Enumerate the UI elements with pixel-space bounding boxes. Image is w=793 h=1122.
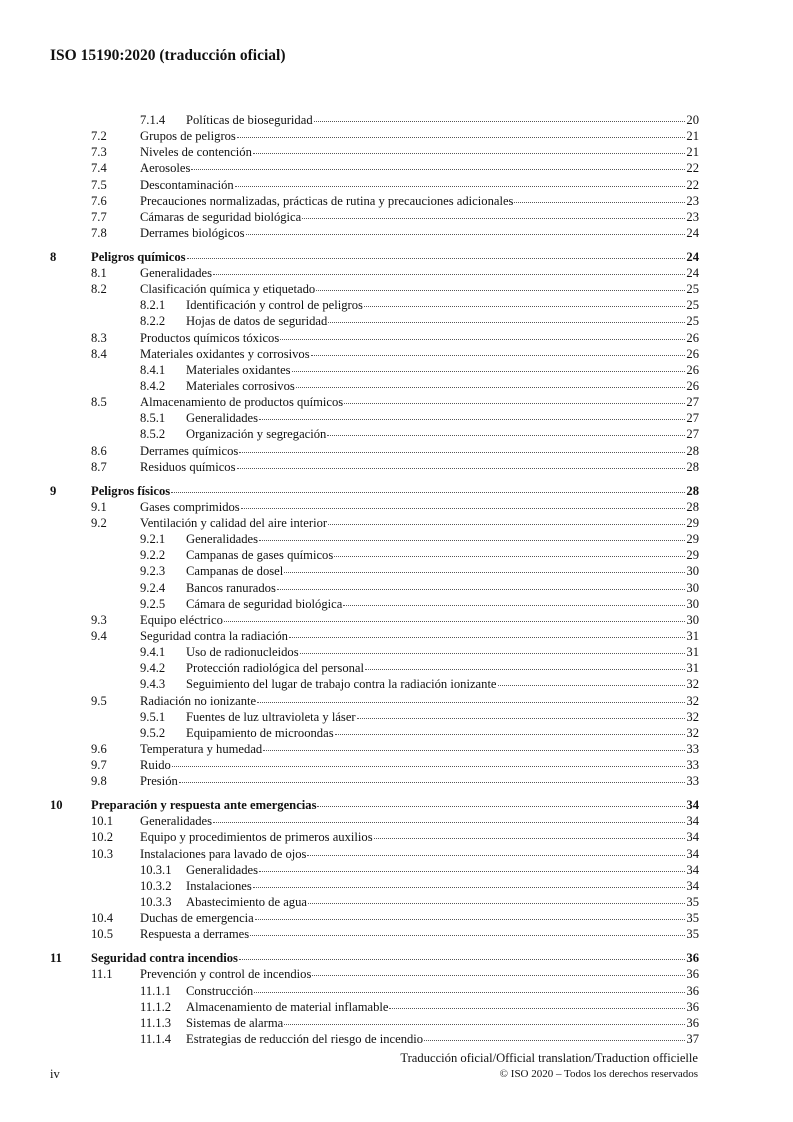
toc-entry-number: 7.1.4 — [140, 113, 166, 127]
toc-entry-title: Materiales oxidantes — [186, 362, 291, 377]
toc-entry-title: Materiales oxidantes y corrosivos — [140, 346, 310, 361]
toc-entry-number: 10.1 — [91, 814, 114, 829]
toc-leader-dots — [424, 1040, 685, 1041]
toc-entry[interactable] — [50, 313, 699, 329]
toc-entry-page: 28 — [686, 499, 699, 514]
table-of-contents — [50, 112, 699, 1047]
toc-leader-dots — [316, 290, 685, 291]
toc-entry-title: Almacenamiento de material inflamable — [186, 999, 389, 1014]
toc-entry[interactable] — [50, 950, 699, 966]
toc-entry[interactable] — [50, 797, 699, 813]
toc-entry-page: 34 — [686, 878, 699, 893]
toc-entry-page: 27 — [686, 427, 699, 442]
toc-entry-title: Precauciones normalizadas, prácticas de rutina y precauciones adicionales — [140, 193, 514, 208]
toc-entry-title: Clasificación química y etiquetado — [140, 282, 316, 297]
toc-entry[interactable] — [50, 612, 699, 628]
toc-leader-dots — [364, 306, 685, 307]
toc-leader-dots — [302, 218, 685, 219]
toc-entry-page: 25 — [686, 282, 699, 297]
toc-entry-number: 7.7 — [91, 209, 107, 224]
toc-entry-number: 7.6 — [91, 193, 107, 208]
toc-entry-page: 33 — [686, 741, 699, 756]
toc-entry-number: 8.2.1 — [140, 298, 166, 313]
toc-entry-page: 30 — [686, 580, 699, 595]
toc-leader-dots — [246, 234, 686, 235]
toc-entry[interactable] — [50, 346, 699, 362]
toc-entry[interactable] — [50, 709, 699, 725]
toc-entry-page: 31 — [686, 661, 699, 676]
toc-leader-dots — [307, 855, 685, 856]
toc-entry-page: 32 — [686, 725, 699, 740]
toc-entry[interactable] — [50, 966, 699, 982]
toc-entry[interactable] — [50, 773, 699, 789]
toc-entry[interactable] — [50, 443, 699, 459]
toc-entry-number: 10.3.2 — [140, 878, 172, 893]
toc-entry-page: 22 — [686, 161, 699, 176]
toc-entry[interactable] — [50, 281, 699, 297]
toc-entry-number: 8.4.1 — [140, 362, 166, 377]
toc-entry-number: 8.3 — [91, 330, 107, 345]
toc-entry-title: Presión — [140, 774, 178, 789]
toc-leader-dots — [241, 508, 686, 509]
toc-entry-title: Generalidades — [140, 814, 213, 829]
toc-leader-dots — [259, 419, 685, 420]
toc-entry-title: Seguridad contra la radiación — [140, 628, 288, 643]
toc-entry-page: 30 — [686, 612, 699, 627]
toc-entry-number: 8.4 — [91, 346, 107, 361]
toc-entry-number: 9.5.1 — [140, 709, 166, 724]
toc-leader-dots — [263, 750, 685, 751]
toc-leader-dots — [317, 806, 685, 807]
toc-leader-dots — [179, 782, 686, 783]
toc-entry-title: Cámara de seguridad biológica — [186, 596, 343, 611]
toc-leader-dots — [300, 653, 686, 654]
toc-leader-dots — [253, 887, 686, 888]
toc-entry-page: 24 — [686, 266, 699, 281]
toc-leader-dots — [187, 258, 686, 259]
toc-entry-page: 23 — [686, 193, 699, 208]
toc-entry-number: 11.1.1 — [140, 983, 172, 998]
toc-entry-number: 9.4.2 — [140, 661, 166, 676]
toc-entry-number: 9.2.2 — [140, 548, 166, 563]
toc-entry-number: 10.4 — [91, 911, 114, 926]
toc-entry[interactable] — [50, 394, 699, 410]
toc-leader-dots — [365, 669, 685, 670]
toc-entry-number: 10.3 — [91, 846, 114, 861]
toc-entry-page: 31 — [686, 628, 699, 643]
toc-entry-page: 35 — [686, 911, 699, 926]
toc-entry-page: 29 — [686, 548, 699, 563]
toc-leader-dots — [239, 452, 685, 453]
toc-entry-page: 36 — [686, 983, 699, 998]
toc-entry-number: 11.1.2 — [140, 999, 172, 1014]
toc-entry[interactable] — [50, 378, 699, 394]
toc-entry-page: 28 — [686, 483, 699, 498]
toc-entry-page: 36 — [686, 951, 699, 966]
toc-entry-title: Descontaminación — [140, 177, 234, 192]
toc-entry-title: Protección radiológica del personal — [186, 661, 364, 676]
page-number: iv — [50, 1067, 60, 1081]
footer-copyright: © ISO 2020 – Todos los derechos reservados — [499, 1068, 698, 1080]
toc-entry-title: Instalaciones para lavado de ojos — [140, 846, 307, 861]
toc-entry-title: Identificación y control de peligros — [186, 298, 363, 313]
toc-entry-title: Instalaciones — [186, 878, 252, 893]
toc-entry[interactable] — [50, 426, 699, 442]
toc-entry-title: Prevención y control de incendios — [140, 967, 312, 982]
toc-entry-page: 20 — [686, 113, 699, 127]
toc-leader-dots — [172, 766, 686, 767]
toc-leader-dots — [250, 935, 685, 936]
toc-entry-number: 11 — [50, 951, 62, 966]
toc-entry-page: 37 — [686, 1031, 699, 1046]
toc-entry-number: 10.3.1 — [140, 862, 172, 877]
toc-entry[interactable] — [50, 249, 699, 265]
toc-entry-number: 9.1 — [91, 499, 107, 514]
toc-leader-dots — [328, 322, 685, 323]
toc-entry[interactable] — [50, 983, 699, 999]
toc-entry-page: 21 — [686, 129, 699, 144]
toc-entry-page: 29 — [686, 515, 699, 530]
toc-entry-page: 27 — [686, 411, 699, 426]
toc-leader-dots — [239, 959, 685, 960]
toc-entry[interactable] — [50, 725, 699, 741]
toc-leader-dots — [374, 838, 686, 839]
toc-entry-title: Construcción — [186, 983, 254, 998]
toc-entry-number: 9.2.1 — [140, 532, 166, 547]
toc-entry[interactable] — [50, 1015, 699, 1031]
toc-entry-number: 10.2 — [91, 830, 114, 845]
toc-entry-page: 32 — [686, 677, 699, 692]
toc-entry-title: Políticas de bioseguridad — [186, 113, 313, 127]
toc-entry[interactable] — [50, 894, 699, 910]
toc-entry-number: 8.5.1 — [140, 411, 166, 426]
toc-leader-dots — [253, 153, 686, 154]
toc-entry-number: 8.4.2 — [140, 379, 166, 394]
toc-entry-title: Duchas de emergencia — [140, 911, 254, 926]
toc-entry-page: 35 — [686, 895, 699, 909]
toc-entry-page: 26 — [686, 379, 699, 394]
toc-entry-page: 23 — [686, 209, 699, 224]
toc-entry-page: 25 — [686, 298, 699, 313]
toc-entry-number: 8.7 — [91, 459, 107, 474]
toc-entry-number: 7.4 — [91, 161, 107, 176]
toc-entry-number: 8.1 — [91, 266, 107, 281]
toc-entry-title: Equipamiento de microondas — [186, 725, 334, 740]
toc-entry-title: Estrategias de reducción del riesgo de incendio — [186, 1031, 424, 1046]
toc-entry-page: 34 — [686, 798, 699, 813]
toc-leader-dots — [328, 524, 685, 525]
toc-entry-title: Generalidades — [140, 266, 213, 281]
toc-entry-page: 33 — [686, 758, 699, 773]
toc-entry-page: 30 — [686, 596, 699, 611]
toc-entry-number: 11.1 — [91, 967, 113, 982]
toc-entry-number: 8.5.2 — [140, 427, 166, 442]
toc-entry-title: Abastecimiento de agua — [186, 895, 307, 909]
toc-entry-page: 22 — [686, 177, 699, 192]
toc-entry-title: Productos químicos tóxicos — [140, 330, 280, 345]
toc-entry-number: 9.3 — [91, 612, 107, 627]
toc-leader-dots — [344, 403, 685, 404]
toc-entry[interactable] — [50, 741, 699, 757]
toc-leader-dots — [389, 1008, 685, 1009]
toc-leader-dots — [284, 572, 685, 573]
toc-entry-number: 9.5 — [91, 693, 107, 708]
toc-entry[interactable] — [50, 580, 699, 596]
toc-leader-dots — [498, 685, 686, 686]
toc-leader-dots — [254, 992, 685, 993]
toc-entry-page: 35 — [686, 927, 699, 942]
toc-entry[interactable] — [50, 193, 699, 209]
toc-leader-dots — [237, 468, 686, 469]
toc-entry-number: 9.4.1 — [140, 645, 166, 660]
toc-entry-page: 26 — [686, 330, 699, 345]
toc-entry[interactable] — [50, 693, 699, 709]
toc-entry[interactable] — [50, 596, 699, 612]
toc-entry-title: Peligros físicos — [91, 483, 171, 498]
toc-entry-page: 26 — [686, 346, 699, 361]
toc-entry-page: 28 — [686, 443, 699, 458]
toc-entry-number: 9.4.3 — [140, 677, 166, 692]
toc-entry[interactable] — [50, 483, 699, 499]
toc-entry[interactable] — [50, 563, 699, 579]
toc-entry-title: Derrames químicos — [140, 443, 239, 458]
toc-entry[interactable] — [50, 330, 699, 346]
toc-entry-title: Derrames biológicos — [140, 225, 245, 240]
toc-leader-dots — [171, 492, 685, 493]
toc-leader-dots — [237, 137, 686, 138]
toc-entry[interactable] — [50, 628, 699, 644]
toc-leader-dots — [277, 589, 686, 590]
toc-entry-page: 36 — [686, 967, 699, 982]
toc-entry-page: 29 — [686, 532, 699, 547]
toc-entry-page: 30 — [686, 564, 699, 579]
toc-entry-number: 8.2.2 — [140, 314, 166, 329]
toc-entry-title: Almacenamiento de productos químicos — [140, 395, 344, 410]
toc-entry[interactable] — [50, 757, 699, 773]
toc-entry-title: Uso de radionucleidos — [186, 645, 299, 660]
toc-entry[interactable] — [50, 846, 699, 862]
toc-entry[interactable] — [50, 410, 699, 426]
toc-leader-dots — [284, 1024, 685, 1025]
toc-leader-dots — [213, 274, 685, 275]
toc-entry-number: 8.2 — [91, 282, 107, 297]
toc-entry-title: Grupos de peligros — [140, 129, 236, 144]
toc-leader-dots — [514, 202, 685, 203]
toc-entry-page: 28 — [686, 459, 699, 474]
toc-entry-title: Sistemas de alarma — [186, 1015, 284, 1030]
toc-entry-title: Materiales corrosivos — [186, 379, 295, 394]
toc-entry-title: Ventilación y calidad del aire interior — [140, 515, 328, 530]
toc-entry-title: Generalidades — [186, 862, 259, 877]
toc-entry-number: 9.2.4 — [140, 580, 166, 595]
toc-entry[interactable] — [50, 813, 699, 829]
toc-entry-number: 7.5 — [91, 177, 107, 192]
toc-entry[interactable] — [50, 297, 699, 313]
toc-entry-title: Radiación no ionizante — [140, 693, 257, 708]
toc-entry[interactable] — [50, 531, 699, 547]
toc-entry-title: Niveles de contención — [140, 145, 252, 160]
toc-entry-title: Generalidades — [186, 411, 259, 426]
toc-leader-dots — [296, 387, 686, 388]
toc-entry-number: 8.5 — [91, 395, 107, 410]
toc-leader-dots — [191, 169, 685, 170]
toc-entry-number: 7.2 — [91, 129, 107, 144]
toc-entry-page: 34 — [686, 846, 699, 861]
toc-entry[interactable] — [50, 160, 699, 176]
toc-entry[interactable] — [50, 515, 699, 531]
toc-leader-dots — [357, 718, 686, 719]
toc-entry-page: 34 — [686, 862, 699, 877]
toc-entry-title: Respuesta a derrames — [140, 927, 250, 942]
toc-leader-dots — [257, 702, 685, 703]
toc-leader-dots — [335, 734, 686, 735]
toc-entry[interactable] — [50, 144, 699, 160]
footer-translation-note: Traducción oficial/Official translation/Traduction officielle — [400, 1051, 698, 1065]
toc-entry-number: 9.8 — [91, 774, 107, 789]
toc-entry-title: Residuos químicos — [140, 459, 236, 474]
toc-entry-title: Cámaras de seguridad biológica — [140, 209, 302, 224]
toc-entry-title: Gases comprimidos — [140, 499, 240, 514]
toc-entry-title: Campanas de dosel — [186, 564, 284, 579]
toc-entry-page: 21 — [686, 145, 699, 160]
toc-entry-page: 24 — [686, 249, 699, 264]
toc-entry[interactable] — [50, 1031, 699, 1047]
toc-entry-title: Aerosoles — [140, 161, 191, 176]
toc-entry-page: 32 — [686, 693, 699, 708]
toc-entry-number: 9.2.5 — [140, 596, 166, 611]
toc-entry[interactable] — [50, 660, 699, 676]
toc-entry-title: Campanas de gases químicos — [186, 548, 334, 563]
toc-entry-title: Bancos ranurados — [186, 580, 276, 595]
toc-leader-dots — [292, 371, 686, 372]
toc-entry[interactable] — [50, 112, 699, 128]
toc-entry[interactable] — [50, 362, 699, 378]
toc-leader-dots — [327, 435, 685, 436]
toc-entry-title: Generalidades — [186, 532, 259, 547]
toc-entry[interactable] — [50, 128, 699, 144]
toc-entry-number: 10.3.3 — [140, 895, 172, 909]
toc-entry[interactable] — [50, 177, 699, 193]
toc-entry-page: 32 — [686, 709, 699, 724]
toc-entry-number: 11.1.3 — [140, 1015, 172, 1030]
toc-entry-page: 33 — [686, 774, 699, 789]
toc-leader-dots — [343, 605, 685, 606]
toc-entry-title: Equipo y procedimientos de primeros auxilios — [140, 830, 373, 845]
toc-entry[interactable] — [50, 910, 699, 926]
toc-entry[interactable] — [50, 225, 699, 241]
toc-entry-number: 9.6 — [91, 741, 107, 756]
toc-entry[interactable] — [50, 829, 699, 845]
toc-entry[interactable] — [50, 644, 699, 660]
toc-entry-title: Seguimiento del lugar de trabajo contra la radiación ionizante — [186, 677, 497, 692]
toc-entry[interactable] — [50, 265, 699, 281]
toc-entry[interactable] — [50, 459, 699, 475]
toc-entry[interactable] — [50, 209, 699, 225]
toc-leader-dots — [312, 975, 685, 976]
toc-leader-dots — [334, 556, 685, 557]
toc-entry[interactable] — [50, 878, 699, 894]
toc-entry-number: 7.8 — [91, 225, 107, 240]
toc-leader-dots — [224, 621, 686, 622]
toc-leader-dots — [259, 540, 685, 541]
toc-leader-dots — [314, 121, 686, 122]
toc-entry-title: Hojas de datos de seguridad — [186, 314, 328, 329]
toc-leader-dots — [255, 919, 686, 920]
toc-entry-page: 25 — [686, 314, 699, 329]
toc-leader-dots — [235, 186, 686, 187]
toc-entry-number: 9.7 — [91, 758, 107, 773]
toc-entry-page: 26 — [686, 362, 699, 377]
toc-entry-page: 36 — [686, 1015, 699, 1030]
toc-entry[interactable] — [50, 862, 699, 878]
toc-leader-dots — [311, 355, 686, 356]
toc-entry-number: 11.1.4 — [140, 1031, 172, 1046]
toc-entry[interactable] — [50, 547, 699, 563]
toc-leader-dots — [259, 871, 685, 872]
toc-entry-number: 10 — [50, 798, 63, 813]
document-header: ISO 15190:2020 (traducción oficial) — [50, 47, 286, 64]
toc-entry[interactable] — [50, 499, 699, 515]
toc-entry-page: 36 — [686, 999, 699, 1014]
toc-entry-title: Organización y segregación — [186, 427, 327, 442]
toc-entry-page: 31 — [686, 645, 699, 660]
toc-entry[interactable] — [50, 999, 699, 1015]
toc-entry-page: 34 — [686, 830, 699, 845]
toc-entry-page: 27 — [686, 395, 699, 410]
toc-entry-page: 24 — [686, 225, 699, 240]
toc-entry-number: 8.6 — [91, 443, 107, 458]
toc-entry-number: 9.5.2 — [140, 725, 166, 740]
toc-entry-number: 8 — [50, 249, 57, 264]
toc-entry[interactable] — [50, 676, 699, 692]
toc-leader-dots — [289, 637, 685, 638]
toc-leader-dots — [280, 339, 685, 340]
toc-entry-title: Fuentes de luz ultravioleta y láser — [186, 709, 356, 724]
toc-leader-dots — [213, 822, 685, 823]
toc-entry-number: 9.2.3 — [140, 564, 166, 579]
toc-entry-number: 7.3 — [91, 145, 107, 160]
toc-entry-title: Equipo eléctrico — [140, 612, 223, 627]
toc-entry-page: 34 — [686, 814, 699, 829]
toc-entry-title: Peligros químicos — [91, 249, 186, 264]
toc-entry-title: Preparación y respuesta ante emergencias — [91, 798, 317, 813]
toc-entry[interactable] — [50, 926, 699, 942]
toc-leader-dots — [308, 903, 685, 904]
toc-entry-title: Temperatura y humedad — [140, 741, 263, 756]
toc-entry-number: 10.5 — [91, 927, 114, 942]
toc-entry-title: Ruido — [140, 758, 171, 773]
toc-entry-number: 9 — [50, 483, 57, 498]
toc-entry-number: 9.4 — [91, 628, 107, 643]
toc-entry-title: Seguridad contra incendios — [91, 951, 238, 966]
toc-entry-number: 9.2 — [91, 515, 107, 530]
